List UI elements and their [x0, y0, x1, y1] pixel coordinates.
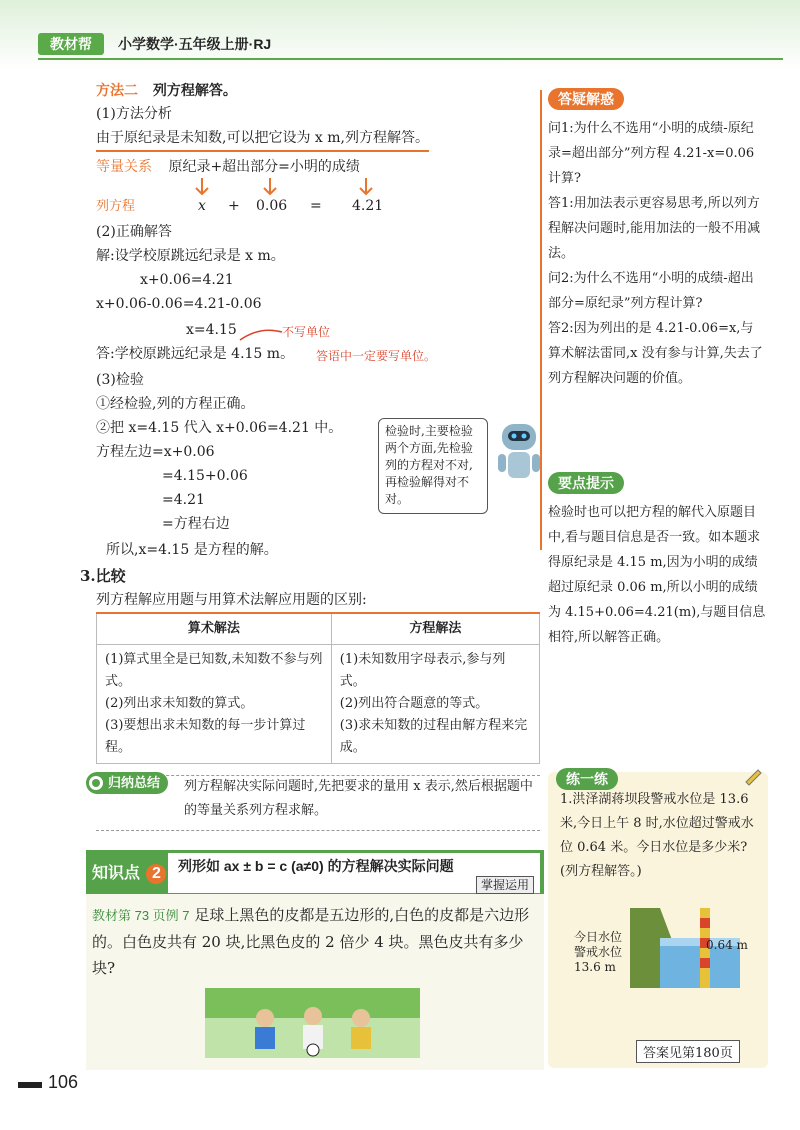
check-line: =4.21	[162, 492, 205, 508]
tip-tag: 要点提示	[548, 472, 624, 494]
check-line: ②把 x=4.15 代入 x+0.06=4.21 中。	[96, 420, 343, 436]
summary-tag: 归纳总结	[86, 772, 168, 794]
arrows-svg	[180, 176, 440, 198]
target-icon	[88, 775, 104, 791]
knowledge-tag: 知识点 2	[92, 860, 166, 884]
practice-text: 1.洪泽湖蒋坝段警戒水位是 13.6 米,今日上午 8 时,水位超过警戒水位 0.64 米。今日水位是多少米?(列方程解答。)	[560, 792, 754, 879]
eq-equals: =	[310, 198, 322, 214]
footer-bar	[18, 1082, 42, 1088]
knowledge-title: 列形如 ax ± b = c (a≠0) 的方程解决实际问题	[178, 858, 454, 874]
check-heading: (3)检验	[96, 372, 144, 388]
solve-line: x+0.06-0.06=4.21-0.06	[96, 296, 262, 312]
col-equation: 方程解法	[331, 613, 539, 645]
soccer-illustration	[205, 988, 420, 1058]
eq-plus: +	[228, 198, 240, 214]
compare-table	[96, 612, 540, 764]
analysis-heading: (1)方法分析	[96, 106, 172, 122]
table-header-row	[97, 613, 540, 645]
compare-intro: 列方程解应用题与用算术法解应用题的区别:	[96, 592, 367, 608]
equation-row: 列方程	[96, 198, 136, 213]
label-warning-value: 13.6 m	[574, 960, 616, 974]
solve-line: x+0.06=4.21	[140, 272, 234, 288]
check-line: =4.15+0.06	[162, 468, 248, 484]
arrow-down-icon	[264, 178, 276, 194]
label-diff: 0.64 m	[706, 938, 748, 952]
compare-heading: 3.比较	[80, 567, 126, 585]
answer-line: 答:学校原跳远纪录是 4.15 m。	[96, 346, 295, 362]
note-answer: 答语中一定要写单位。	[316, 349, 437, 363]
summary-text: 列方程解决实际问题时,先把要求的量用 x 表示,然后根据题中的等量关系列方程求解。	[184, 779, 533, 818]
arith-cell: (1)算式里全是已知数,未知数不参与列式。 (2)列出求未知数的算式。 (3)要想出求未知数的每一步计算过程。	[97, 645, 332, 764]
pencil-icon	[742, 764, 764, 786]
qa-a1: 答1:用加法表示更容易思考,所以列方程解决问题时,能用加法的一般不用减法。	[548, 196, 761, 261]
qa-q1: 问1:为什么不选用“小明的成绩-原纪录=超出部分”列方程 4.21-x=0.06 计算?	[548, 121, 755, 186]
arrow-down-icon	[360, 178, 372, 194]
check-line: =方程右边	[162, 516, 230, 532]
qa-q2: 问2:为什么不选用“小明的成绩-超出部分=原纪录”列方程计算?	[548, 271, 754, 311]
method2-heading: 方法二 列方程解答。	[96, 82, 237, 99]
note-arrow-svg	[236, 324, 286, 344]
hint-bubble: 检验时,主要检验两个方面,先检验列的方程对不对,再检验解得对不对。	[378, 418, 488, 514]
label-warning: 警戒水位	[574, 945, 623, 959]
qa-section	[548, 88, 766, 391]
tip-section	[548, 472, 766, 650]
check-line: 方程左边=x+0.06	[96, 444, 215, 460]
note-unit: 不写单位	[282, 325, 331, 339]
analysis-text: 由于原纪录是未知数,可以把它设为 x m,列方程解答。	[96, 128, 429, 152]
col-arith: 算术解法	[97, 613, 332, 645]
solve-line: 解:设学校原跳远纪录是 x m。	[96, 248, 285, 264]
table-row	[97, 645, 540, 764]
qa-tag: 答疑解惑	[548, 88, 624, 110]
arrow-down-icon	[196, 178, 208, 194]
header-title: 小学数学·五年级上册·RJ	[118, 36, 272, 52]
sidebar-rule	[540, 90, 542, 550]
header-rule	[38, 58, 783, 60]
solve-line: x=4.15	[186, 322, 237, 338]
header-badge: 教材帮	[38, 33, 104, 55]
eq-result: 4.21	[352, 198, 384, 214]
check-line: 所以,x=4.15 是方程的解。	[106, 542, 278, 558]
label-today: 今日水位	[574, 930, 623, 944]
solve-heading: (2)正确解答	[96, 224, 172, 240]
equal-relation: 等量关系 原纪录+超出部分=小明的成绩	[96, 158, 360, 175]
practice-tag: 练一练	[556, 768, 618, 790]
answer-ref: 答案见第180页	[636, 1040, 740, 1063]
check-line: ①经检验,列的方程正确。	[96, 396, 255, 412]
curved-arrow-icon	[240, 330, 282, 340]
tip-text: 检验时也可以把方程的解代入原题目中,看与题目信息是否一致。如本题求得原纪录是 4.15 m,因为小明的成绩超过原纪录 0.06 m,所以小明的成绩为 4.15+0.06=4.21(m),与题目信息相符,所以解答正确。	[548, 505, 766, 645]
qa-a2: 答2:因为列出的是 4.21-0.06=x,与算术解法雷同,x 没有参与计算,失去了列方程解决问题的价值。	[548, 321, 763, 386]
robot-icon	[494, 420, 544, 490]
equation-cell: (1)未知数用字母表示,参与列式。 (2)列出符合题意的等式。 (3)求未知数的过程由解方程来完成。	[331, 645, 539, 764]
knowledge-problem: 教材第 73 页例 7 足球上黑色的皮都是五边形的,白色的皮都是六边形的。白色皮共有 20 块,比黑色皮的 2 倍少 4 块。黑色皮共有多少块?	[92, 906, 530, 977]
eq-value: 0.06	[256, 198, 288, 214]
page-number: 106	[48, 1072, 79, 1092]
eq-x: x	[198, 198, 206, 214]
knowledge-badge: 掌握运用	[476, 876, 534, 894]
